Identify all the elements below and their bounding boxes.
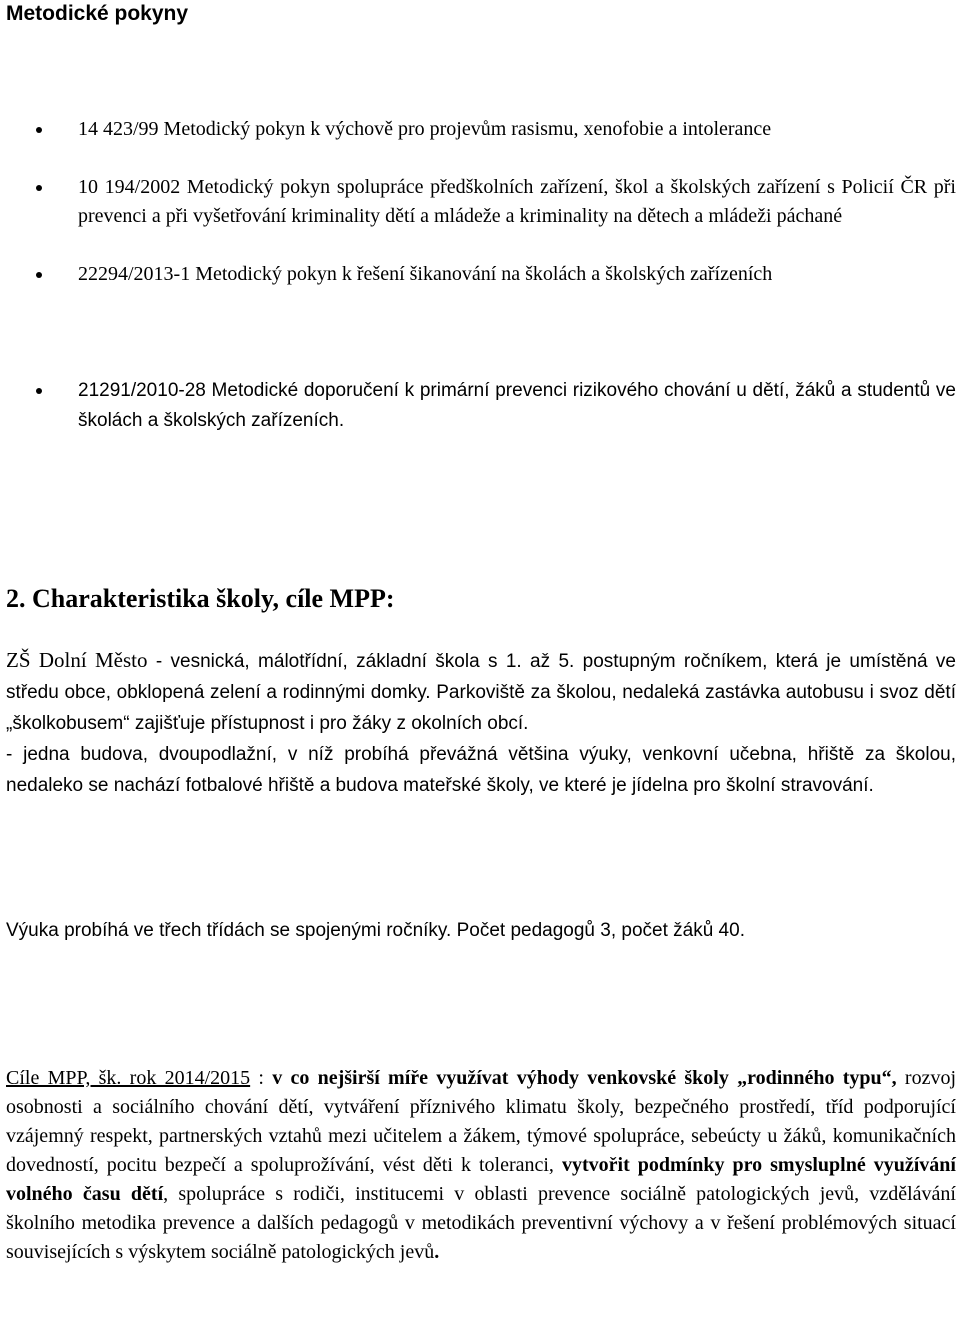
bullet-icon	[36, 127, 42, 133]
bullet-icon	[36, 272, 42, 278]
building-paragraph: - jedna budova, dvoupodlažní, v níž probíhá převážná většina výuky, venkovní učebna, hřiště za školou, nedaleko se nachází fotbalové hřiště a budova mateřské školy, ve které je jídelna pro školní stravování.	[6, 744, 956, 796]
teaching-paragraph: Výuka probíhá ve třech třídách se spojenými ročníky. Počet pedagogů 3, počet žáků 40.	[6, 920, 745, 941]
goals-end: .	[434, 1241, 440, 1263]
list-item	[78, 376, 956, 436]
list-item-text: 14 423/99 Metodický pokyn k výchově pro projevům rasismu, xenofobie a intolerance	[78, 118, 772, 140]
list-item	[78, 260, 956, 289]
goals-text-2: , spolupráce s rodiči, institucemi v oblasti prevence sociálně patologických jevů, vzdělávání školního metodika prevence a dalších pedagogů v metodikách preventivní výchovy a v řešení problémových situací souvisejících s výskytem sociálně patologických jevů	[6, 1183, 956, 1263]
bullet-icon	[36, 185, 42, 191]
goals-label: Cíle MPP, šk. rok 2014/2015	[6, 1067, 251, 1089]
list-item-text: 21291/2010-28 Metodické doporučení k primární prevenci rizikového chování u dětí, žáků a studentů ve školách a školských zařízeních.	[78, 380, 956, 431]
goals-text-1: rozvoj osobnosti a sociálního chování dětí, vytváření příznivého klimatu školy, bezpečného prostředí, tříd podporující vzájemný respekt, partnerských vztahů mezi učitelem a žákem, týmové spolupráce, sebeúcty u žáků, komunikačních dovedností, pocitu bezpečí a spoluprožívání, vést děti k toleranci,	[6, 1067, 957, 1176]
bullet-icon	[36, 388, 42, 394]
school-name: ZŠ Dolní Město	[6, 648, 148, 672]
school-characteristics	[6, 645, 956, 801]
school-paragraph	[6, 645, 956, 739]
page-title: Metodické pokyny	[6, 2, 189, 25]
goals-separator: :	[250, 1067, 273, 1089]
section-heading: 2. Charakteristika školy, cíle MPP:	[6, 584, 395, 613]
goals-paragraph	[6, 1064, 956, 1267]
goals-emphasis-2: vytvořit podmínky pro smysluplné využívání volného času dětí	[6, 1154, 956, 1205]
list-item-text: 22294/2013-1 Metodický pokyn k řešení šikanování na školách a školských zařízeních	[78, 263, 773, 285]
school-description: - vesnická, málotřídní, základní škola s 1. až 5. postupným ročníkem, která je umístěná ve středu obce, obklopená zelení a rodinnými domky. Parkoviště za školou, nedaleká zastávka autobusu i svoz dětí „školkobusem“ zajišťuje přístupnost i pro žáky z okolních obcí.	[6, 651, 956, 734]
goals-emphasis-1: v co nejširší míře využívat výhody venkovské školy „rodinného typu“,	[272, 1067, 897, 1089]
list-item	[78, 173, 956, 231]
list-item-text: 10 194/2002 Metodický pokyn spolupráce předškolních zařízení, škol a školských zařízení s Policií ČR při prevenci a při vyšetřování kriminality dětí a mládeže a kriminality na dětech a mládeži páchané	[78, 176, 956, 227]
list-item	[78, 115, 956, 144]
